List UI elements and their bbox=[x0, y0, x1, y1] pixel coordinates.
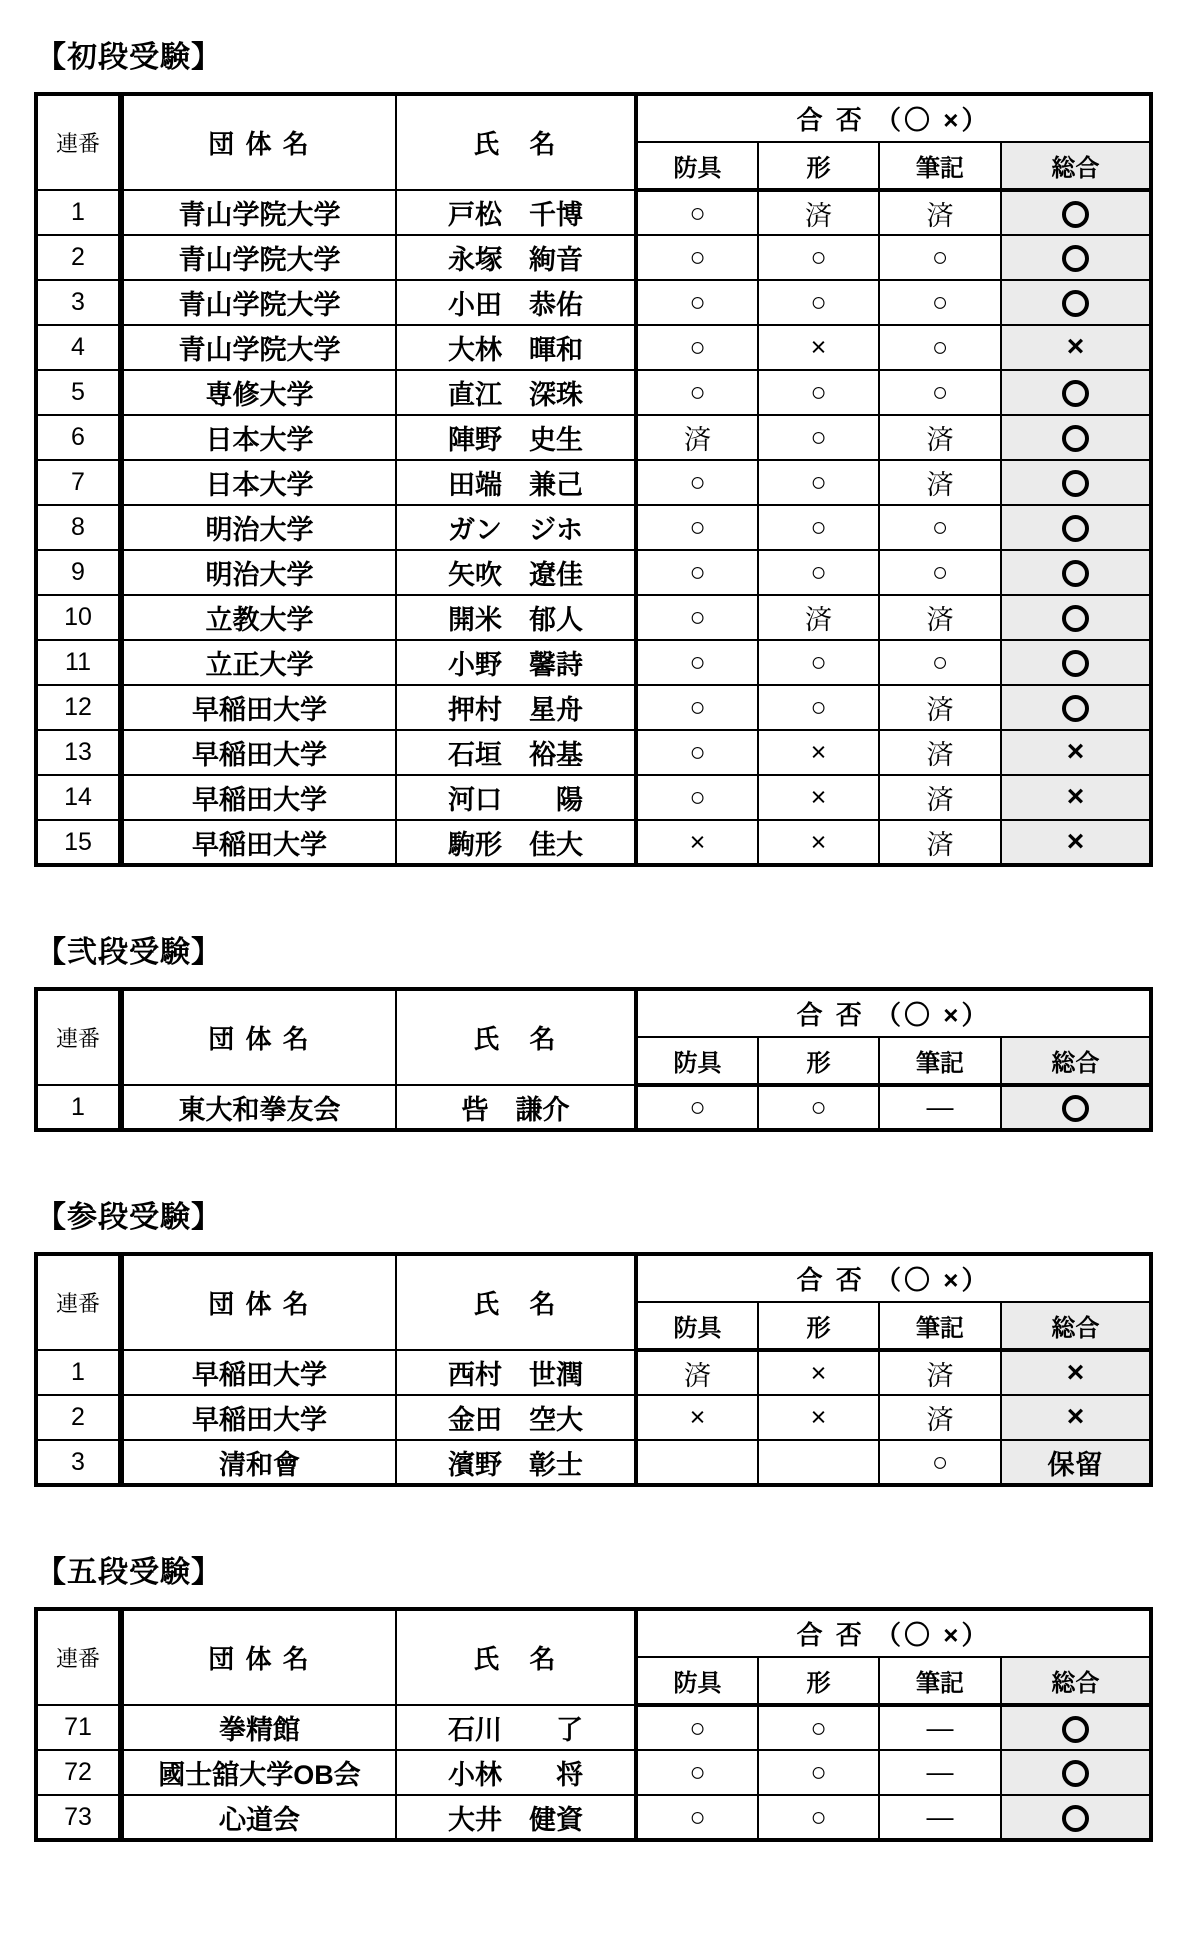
serial-cell: 2 bbox=[36, 1395, 121, 1440]
org-cell: 心道会 bbox=[121, 1795, 396, 1840]
overall-fail-x-icon: × bbox=[1066, 330, 1085, 363]
mark-cell-kata: ○ bbox=[758, 1085, 879, 1130]
serial-cell: 8 bbox=[36, 505, 121, 550]
org-cell: 早稲田大学 bbox=[121, 1395, 396, 1440]
overall-cell bbox=[1001, 1750, 1151, 1795]
mark-cell-kata: ○ bbox=[758, 1750, 879, 1795]
table-row bbox=[36, 505, 1151, 550]
sub-header-overall: 総合 bbox=[1001, 1302, 1151, 1350]
mark-cell-armor: ○ bbox=[636, 550, 758, 595]
mark-cell-kata: × bbox=[758, 1395, 879, 1440]
table-row bbox=[36, 1395, 1151, 1440]
mark-cell-written: 済 bbox=[879, 415, 1001, 460]
exam-section bbox=[34, 1200, 1172, 1487]
table-row bbox=[36, 775, 1151, 820]
overall-fail-x-icon: × bbox=[1066, 1400, 1085, 1433]
mark-cell-kata: ○ bbox=[758, 370, 879, 415]
serial-header-cell: 連番 bbox=[36, 94, 121, 190]
result-group-header-cell: 合 否 （〇 ×） bbox=[636, 1254, 1151, 1302]
section-heading: 【初段受験】 bbox=[36, 41, 222, 74]
mark-cell-armor bbox=[636, 1440, 758, 1485]
overall-cell bbox=[1001, 1705, 1151, 1750]
section-heading: 【参段受験】 bbox=[36, 1201, 222, 1234]
org-header-cell: 団 体 名 bbox=[121, 1254, 396, 1350]
mark-cell-armor: ○ bbox=[636, 775, 758, 820]
mark-cell-kata: ○ bbox=[758, 235, 879, 280]
serial-cell: 7 bbox=[36, 460, 121, 505]
name-cell: 戸松 千博 bbox=[396, 190, 636, 235]
mark-cell-armor: 済 bbox=[636, 415, 758, 460]
sub-header-written: 筆記 bbox=[879, 1657, 1001, 1705]
mark-cell-armor: ○ bbox=[636, 595, 758, 640]
mark-cell-kata: 済 bbox=[758, 190, 879, 235]
mark-cell-armor: ○ bbox=[636, 685, 758, 730]
mark-cell-armor: ○ bbox=[636, 1085, 758, 1130]
mark-cell-kata: ○ bbox=[758, 685, 879, 730]
overall-cell bbox=[1001, 280, 1151, 325]
mark-cell-written: ○ bbox=[879, 550, 1001, 595]
table-row bbox=[36, 325, 1151, 370]
serial-header-cell: 連番 bbox=[36, 1609, 121, 1705]
serial-cell: 13 bbox=[36, 730, 121, 775]
serial-cell: 11 bbox=[36, 640, 121, 685]
org-header-cell: 団 体 名 bbox=[121, 94, 396, 190]
name-cell: 陣野 史生 bbox=[396, 415, 636, 460]
mark-cell-kata: × bbox=[758, 730, 879, 775]
overall-pass-circle-icon bbox=[1062, 515, 1089, 542]
serial-cell: 3 bbox=[36, 280, 121, 325]
exam-table bbox=[34, 92, 1153, 867]
org-cell: 明治大学 bbox=[121, 550, 396, 595]
org-cell: 日本大学 bbox=[121, 460, 396, 505]
mark-cell-written: 済 bbox=[879, 1395, 1001, 1440]
mark-cell-kata: ○ bbox=[758, 640, 879, 685]
mark-cell-kata: ○ bbox=[758, 1705, 879, 1750]
table-row bbox=[36, 1705, 1151, 1750]
mark-cell-armor: ○ bbox=[636, 505, 758, 550]
serial-header-cell: 連番 bbox=[36, 989, 121, 1085]
table-row bbox=[36, 820, 1151, 865]
table-row bbox=[36, 415, 1151, 460]
name-cell: 石川 了 bbox=[396, 1705, 636, 1750]
mark-cell-armor: ○ bbox=[636, 280, 758, 325]
section-heading: 【五段受験】 bbox=[36, 1556, 222, 1589]
mark-cell-written: 済 bbox=[879, 775, 1001, 820]
section-heading: 【弐段受験】 bbox=[36, 936, 222, 969]
serial-cell: 15 bbox=[36, 820, 121, 865]
sub-header-overall: 総合 bbox=[1001, 142, 1151, 190]
mark-cell-written: — bbox=[879, 1705, 1001, 1750]
table-row bbox=[36, 1750, 1151, 1795]
overall-pass-circle-icon bbox=[1062, 201, 1089, 228]
serial-cell: 1 bbox=[36, 1350, 121, 1395]
mark-cell-armor: ○ bbox=[636, 370, 758, 415]
overall-cell bbox=[1001, 1085, 1151, 1130]
mark-cell-armor: ○ bbox=[636, 190, 758, 235]
exam-table bbox=[34, 1252, 1153, 1487]
result-group-header-cell: 合 否 （〇 ×） bbox=[636, 1609, 1151, 1657]
name-cell: 駒形 佳大 bbox=[396, 820, 636, 865]
name-cell: 押村 星舟 bbox=[396, 685, 636, 730]
mark-cell-written: 済 bbox=[879, 595, 1001, 640]
org-cell: 早稲田大学 bbox=[121, 685, 396, 730]
mark-cell-armor: × bbox=[636, 820, 758, 865]
overall-pass-circle-icon bbox=[1062, 605, 1089, 632]
table-header-row bbox=[36, 94, 1151, 142]
mark-cell-written: 済 bbox=[879, 730, 1001, 775]
table-header-row bbox=[36, 1254, 1151, 1302]
overall-pass-circle-icon bbox=[1062, 650, 1089, 677]
serial-cell: 3 bbox=[36, 1440, 121, 1485]
mark-cell-written: ○ bbox=[879, 370, 1001, 415]
name-header-cell: 氏 名 bbox=[396, 989, 636, 1085]
serial-cell: 2 bbox=[36, 235, 121, 280]
overall-pass-circle-icon bbox=[1062, 470, 1089, 497]
overall-pass-circle-icon bbox=[1062, 245, 1089, 272]
table-row bbox=[36, 1440, 1151, 1485]
serial-cell: 1 bbox=[36, 190, 121, 235]
org-cell: 拳精館 bbox=[121, 1705, 396, 1750]
table-row bbox=[36, 595, 1151, 640]
overall-cell bbox=[1001, 1395, 1151, 1440]
name-cell: 大林 暉和 bbox=[396, 325, 636, 370]
table-row bbox=[36, 370, 1151, 415]
serial-cell: 12 bbox=[36, 685, 121, 730]
mark-cell-written: ○ bbox=[879, 505, 1001, 550]
mark-cell-armor: 済 bbox=[636, 1350, 758, 1395]
name-cell: 呰 謙介 bbox=[396, 1085, 636, 1130]
sub-header-armor: 防具 bbox=[636, 1037, 758, 1085]
table-row bbox=[36, 1350, 1151, 1395]
org-cell: 立教大学 bbox=[121, 595, 396, 640]
mark-cell-written: — bbox=[879, 1795, 1001, 1840]
mark-cell-kata: ○ bbox=[758, 550, 879, 595]
overall-pass-circle-icon bbox=[1062, 695, 1089, 722]
overall-cell bbox=[1001, 1440, 1151, 1485]
mark-cell-armor: × bbox=[636, 1395, 758, 1440]
name-header-cell: 氏 名 bbox=[396, 1254, 636, 1350]
org-cell: 東大和拳友会 bbox=[121, 1085, 396, 1130]
org-cell: 明治大学 bbox=[121, 505, 396, 550]
mark-cell-written: 済 bbox=[879, 820, 1001, 865]
mark-cell-kata: × bbox=[758, 775, 879, 820]
overall-cell bbox=[1001, 505, 1151, 550]
exam-section bbox=[34, 935, 1172, 1132]
overall-cell bbox=[1001, 235, 1151, 280]
mark-cell-written: — bbox=[879, 1085, 1001, 1130]
name-cell: 矢吹 遼佳 bbox=[396, 550, 636, 595]
mark-cell-armor: ○ bbox=[636, 1705, 758, 1750]
sub-header-kata: 形 bbox=[758, 1037, 879, 1085]
mark-cell-written: ○ bbox=[879, 235, 1001, 280]
name-cell: 小林 将 bbox=[396, 1750, 636, 1795]
table-row bbox=[36, 280, 1151, 325]
mark-cell-armor: ○ bbox=[636, 1750, 758, 1795]
table-row bbox=[36, 460, 1151, 505]
overall-pass-circle-icon bbox=[1062, 380, 1089, 407]
name-cell: 開米 郁人 bbox=[396, 595, 636, 640]
overall-hold-label: 保留 bbox=[1047, 1449, 1104, 1480]
mark-cell-kata: × bbox=[758, 820, 879, 865]
exam-section bbox=[34, 1555, 1172, 1842]
org-cell: 清和會 bbox=[121, 1440, 396, 1485]
sub-header-armor: 防具 bbox=[636, 1657, 758, 1705]
table-header-row bbox=[36, 989, 1151, 1037]
mark-cell-written: ○ bbox=[879, 640, 1001, 685]
overall-pass-circle-icon bbox=[1062, 1095, 1089, 1122]
mark-cell-written: ○ bbox=[879, 325, 1001, 370]
org-cell: 早稲田大学 bbox=[121, 730, 396, 775]
serial-cell: 71 bbox=[36, 1705, 121, 1750]
table-row bbox=[36, 730, 1151, 775]
org-cell: 青山学院大学 bbox=[121, 190, 396, 235]
name-cell: 永塚 絢音 bbox=[396, 235, 636, 280]
exam-table bbox=[34, 1607, 1153, 1842]
document bbox=[34, 40, 1172, 1842]
result-group-header-cell: 合 否 （〇 ×） bbox=[636, 94, 1151, 142]
overall-cell bbox=[1001, 730, 1151, 775]
sub-header-armor: 防具 bbox=[636, 1302, 758, 1350]
serial-cell: 9 bbox=[36, 550, 121, 595]
overall-cell bbox=[1001, 775, 1151, 820]
name-header-cell: 氏 名 bbox=[396, 94, 636, 190]
name-cell: 小田 恭佑 bbox=[396, 280, 636, 325]
result-group-header-cell: 合 否 （〇 ×） bbox=[636, 989, 1151, 1037]
org-cell: 早稲田大学 bbox=[121, 775, 396, 820]
serial-header-cell: 連番 bbox=[36, 1254, 121, 1350]
mark-cell-kata: × bbox=[758, 325, 879, 370]
mark-cell-armor: ○ bbox=[636, 1795, 758, 1840]
overall-fail-x-icon: × bbox=[1066, 1355, 1085, 1389]
table-row bbox=[36, 1795, 1151, 1840]
org-cell: 日本大学 bbox=[121, 415, 396, 460]
mark-cell-written: ○ bbox=[879, 1440, 1001, 1485]
name-cell: 西村 世潤 bbox=[396, 1350, 636, 1395]
table-header-row bbox=[36, 1609, 1151, 1657]
mark-cell-written: 済 bbox=[879, 190, 1001, 235]
overall-pass-circle-icon bbox=[1062, 290, 1089, 317]
org-cell: 青山学院大学 bbox=[121, 235, 396, 280]
sub-header-written: 筆記 bbox=[879, 142, 1001, 190]
sub-header-kata: 形 bbox=[758, 1657, 879, 1705]
mark-cell-armor: ○ bbox=[636, 640, 758, 685]
serial-cell: 10 bbox=[36, 595, 121, 640]
name-cell: 小野 馨詩 bbox=[396, 640, 636, 685]
org-header-cell: 団 体 名 bbox=[121, 989, 396, 1085]
mark-cell-armor: ○ bbox=[636, 235, 758, 280]
mark-cell-kata: 済 bbox=[758, 595, 879, 640]
exam-table bbox=[34, 987, 1153, 1132]
table-row bbox=[36, 685, 1151, 730]
sub-header-written: 筆記 bbox=[879, 1302, 1001, 1350]
mark-cell-kata: ○ bbox=[758, 505, 879, 550]
name-cell: 濱野 彰士 bbox=[396, 1440, 636, 1485]
sub-header-overall: 総合 bbox=[1001, 1037, 1151, 1085]
overall-cell bbox=[1001, 370, 1151, 415]
overall-fail-x-icon: × bbox=[1066, 824, 1085, 858]
org-cell: 青山学院大学 bbox=[121, 280, 396, 325]
mark-cell-written: 済 bbox=[879, 685, 1001, 730]
mark-cell-written: ○ bbox=[879, 280, 1001, 325]
overall-pass-circle-icon bbox=[1062, 1716, 1089, 1743]
org-cell: 早稲田大学 bbox=[121, 820, 396, 865]
name-cell: 直江 深珠 bbox=[396, 370, 636, 415]
serial-cell: 4 bbox=[36, 325, 121, 370]
org-cell: 國士舘大学OB会 bbox=[121, 1750, 396, 1795]
name-cell: 大井 健資 bbox=[396, 1795, 636, 1840]
org-cell: 青山学院大学 bbox=[121, 325, 396, 370]
mark-cell-armor: ○ bbox=[636, 730, 758, 775]
overall-cell bbox=[1001, 460, 1151, 505]
table-row bbox=[36, 235, 1151, 280]
name-cell: 石垣 裕基 bbox=[396, 730, 636, 775]
serial-cell: 1 bbox=[36, 1085, 121, 1130]
name-cell: 金田 空大 bbox=[396, 1395, 636, 1440]
sub-header-kata: 形 bbox=[758, 142, 879, 190]
mark-cell-armor: ○ bbox=[636, 325, 758, 370]
table-row bbox=[36, 190, 1151, 235]
mark-cell-kata bbox=[758, 1440, 879, 1485]
overall-cell bbox=[1001, 820, 1151, 865]
sub-header-written: 筆記 bbox=[879, 1037, 1001, 1085]
overall-cell bbox=[1001, 190, 1151, 235]
overall-cell bbox=[1001, 1795, 1151, 1840]
org-cell: 立正大学 bbox=[121, 640, 396, 685]
overall-fail-x-icon: × bbox=[1066, 735, 1085, 768]
overall-cell bbox=[1001, 325, 1151, 370]
mark-cell-written: 済 bbox=[879, 1350, 1001, 1395]
exam-section bbox=[34, 40, 1172, 867]
mark-cell-written: 済 bbox=[879, 460, 1001, 505]
serial-cell: 5 bbox=[36, 370, 121, 415]
overall-cell bbox=[1001, 685, 1151, 730]
mark-cell-kata: × bbox=[758, 1350, 879, 1395]
mark-cell-written: — bbox=[879, 1750, 1001, 1795]
overall-cell bbox=[1001, 550, 1151, 595]
serial-cell: 6 bbox=[36, 415, 121, 460]
overall-fail-x-icon: × bbox=[1066, 780, 1085, 813]
overall-cell bbox=[1001, 640, 1151, 685]
table-row bbox=[36, 640, 1151, 685]
mark-cell-kata: ○ bbox=[758, 1795, 879, 1840]
sub-header-overall: 総合 bbox=[1001, 1657, 1151, 1705]
serial-cell: 14 bbox=[36, 775, 121, 820]
overall-pass-circle-icon bbox=[1062, 425, 1089, 452]
overall-cell bbox=[1001, 1350, 1151, 1395]
table-row bbox=[36, 550, 1151, 595]
sub-header-armor: 防具 bbox=[636, 142, 758, 190]
serial-cell: 72 bbox=[36, 1750, 121, 1795]
overall-pass-circle-icon bbox=[1062, 1805, 1089, 1832]
name-header-cell: 氏 名 bbox=[396, 1609, 636, 1705]
name-cell: 田端 兼己 bbox=[396, 460, 636, 505]
overall-cell bbox=[1001, 595, 1151, 640]
mark-cell-kata: ○ bbox=[758, 415, 879, 460]
mark-cell-armor: ○ bbox=[636, 460, 758, 505]
table-row bbox=[36, 1085, 1151, 1130]
mark-cell-kata: ○ bbox=[758, 280, 879, 325]
sub-header-kata: 形 bbox=[758, 1302, 879, 1350]
overall-pass-circle-icon bbox=[1062, 560, 1089, 587]
org-cell: 専修大学 bbox=[121, 370, 396, 415]
serial-cell: 73 bbox=[36, 1795, 121, 1840]
overall-cell bbox=[1001, 415, 1151, 460]
mark-cell-kata: ○ bbox=[758, 460, 879, 505]
name-cell: 河口 陽 bbox=[396, 775, 636, 820]
org-cell: 早稲田大学 bbox=[121, 1350, 396, 1395]
overall-pass-circle-icon bbox=[1062, 1760, 1089, 1787]
org-header-cell: 団 体 名 bbox=[121, 1609, 396, 1705]
name-cell: ガン ジホ bbox=[396, 505, 636, 550]
